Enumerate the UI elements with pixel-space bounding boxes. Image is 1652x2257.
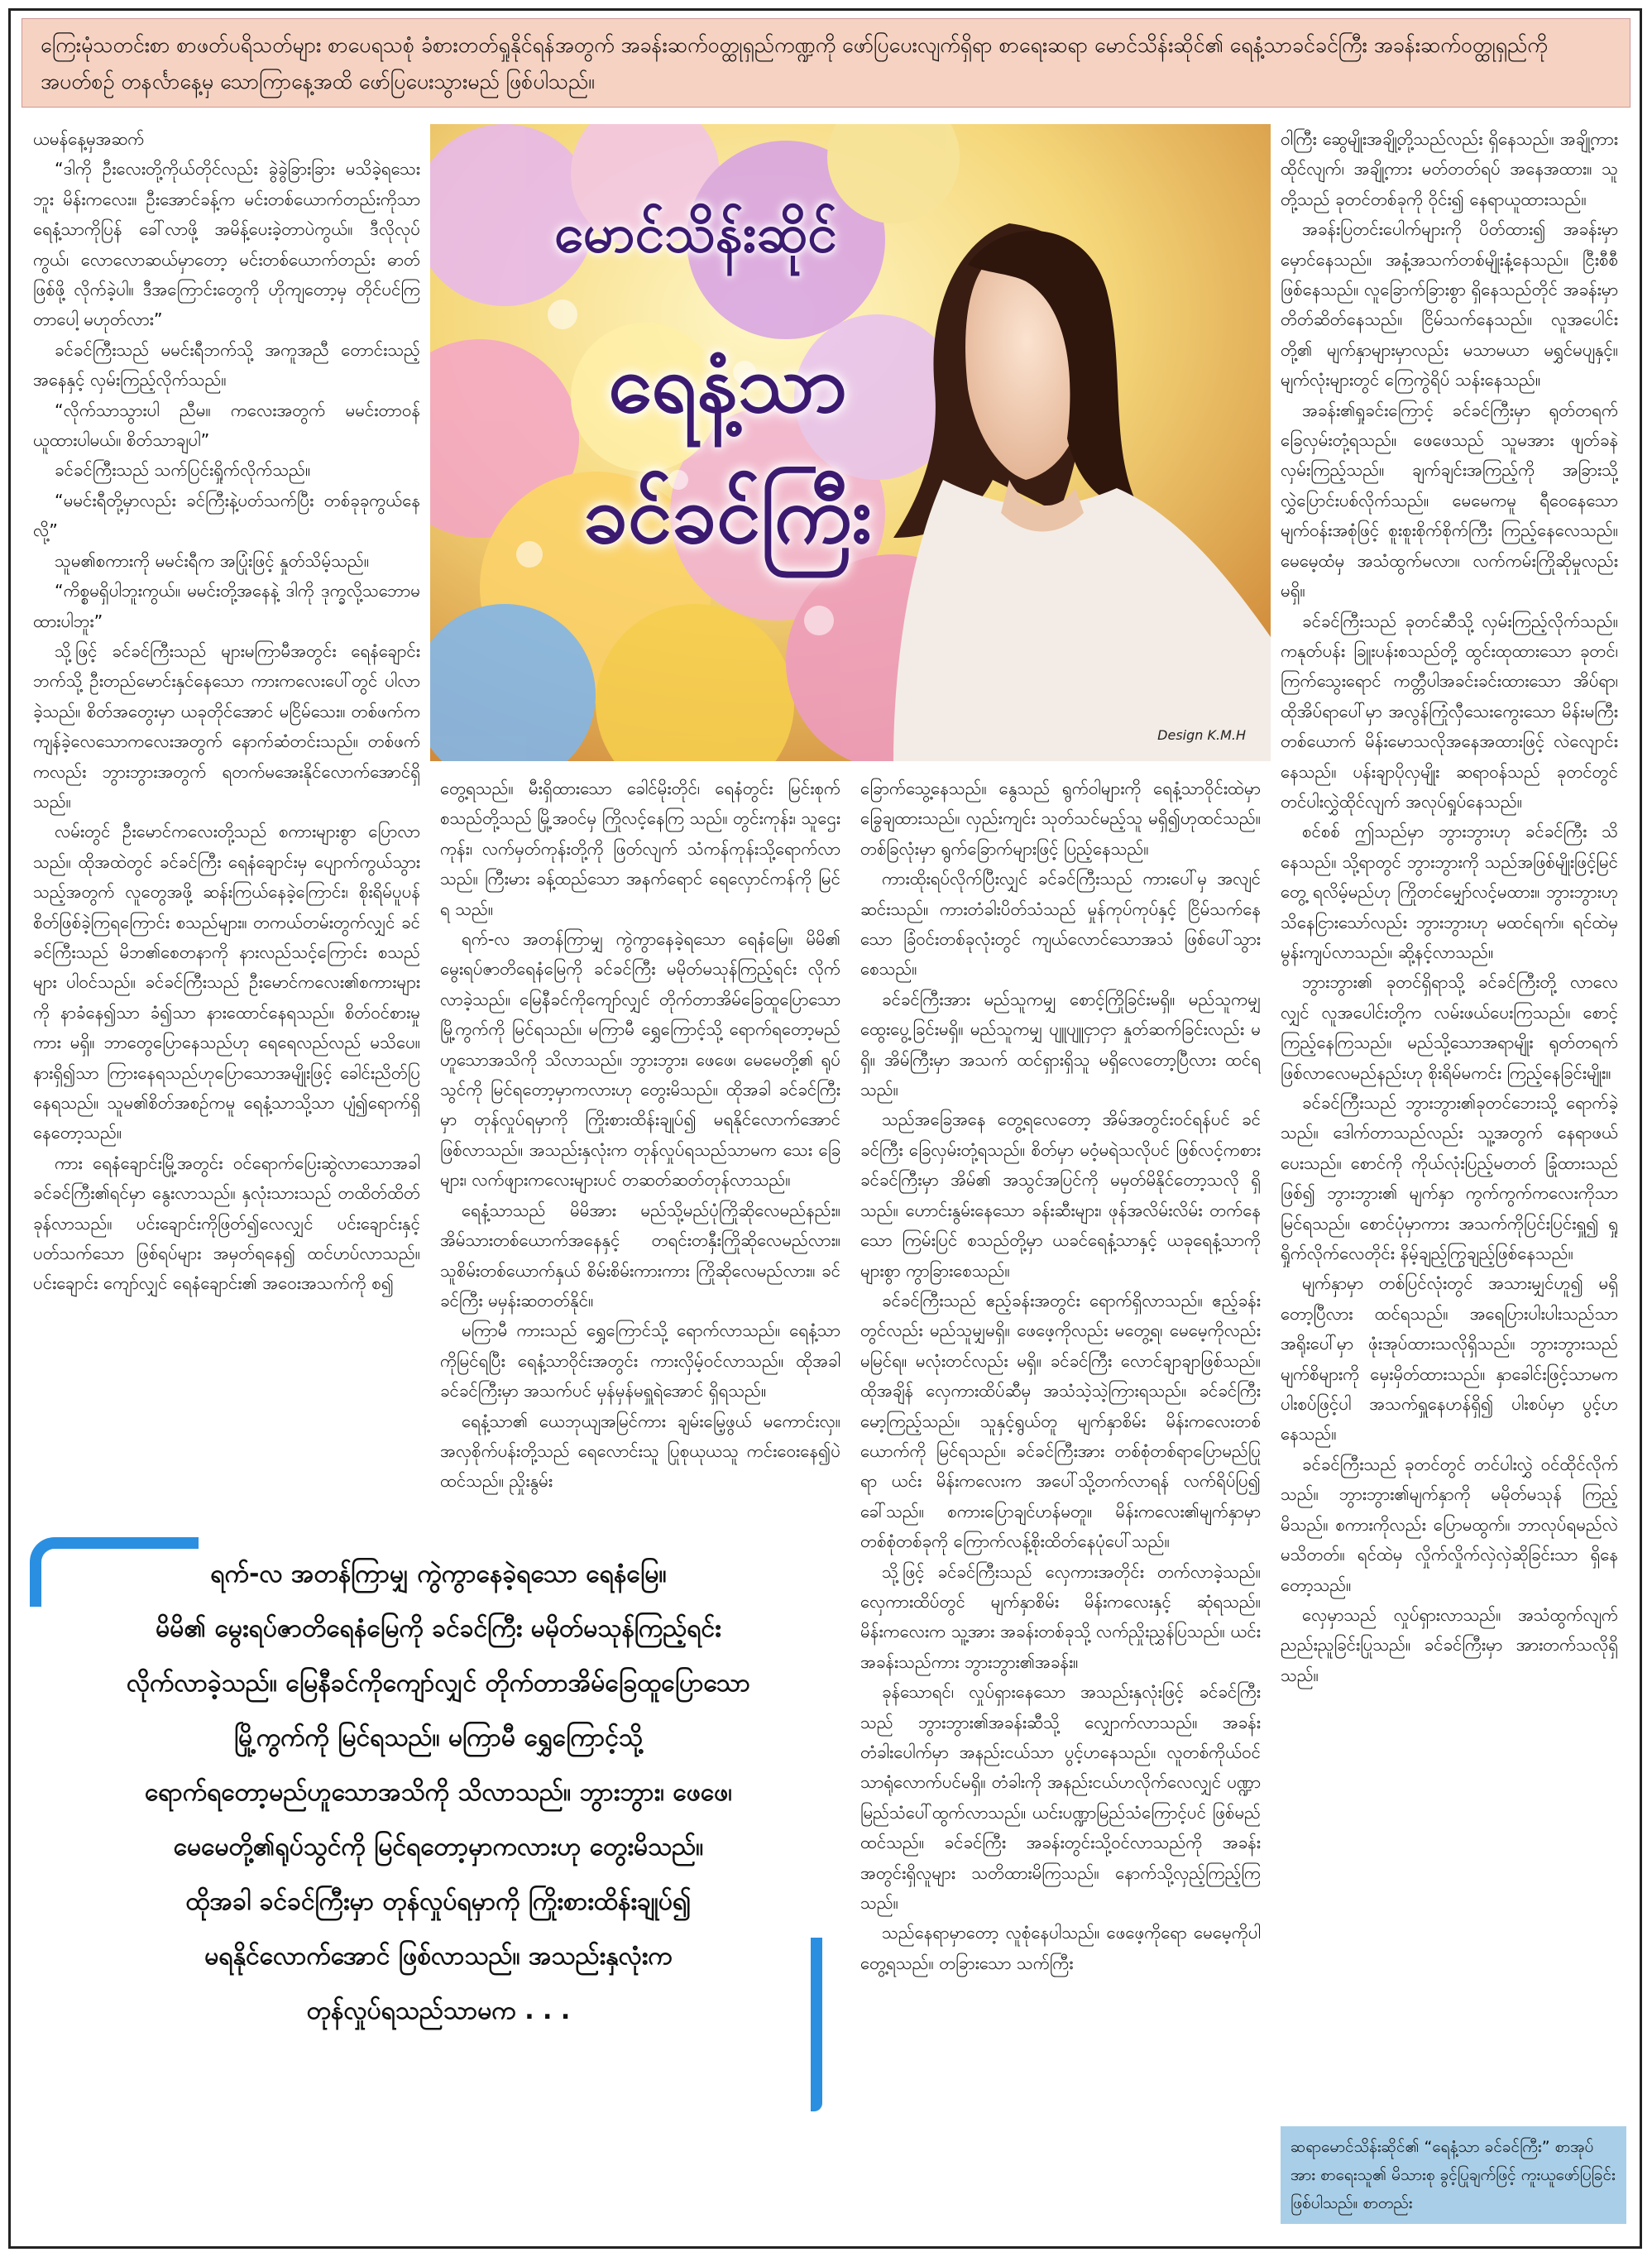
paragraph: သည်နေရာမှာတော့ လူစုံနေပါသည်။ ဖေဖေ့ကိုရော မေမေ့ကိုပါ တွေ့ရသည်။ တခြားသော သက်ကြီး — [860, 1923, 1261, 1973]
paragraph: လှေမှာသည် လှုပ်ရှားလာသည်။ အသံထွက်လျက် ညည်းညူခြင်းပြုသည်။ ခင်ခင်ကြီးမှာ အားတက်သလိုရှိသည်။ — [1281, 1604, 1618, 1685]
paragraph: ခင်ခင်ကြီးသည် သက်ပြင်းရှိုက်လိုက်သည်။ — [55, 460, 311, 481]
paragraph: ခင်ခင်ကြီးသည် ခုတင်တွင် တင်ပါးလွှဲ ဝင်ထိုင်လိုက်သည်။ ဘွားဘွား၏မျက်နှာကို မမိုတ်မသုန် ကြည့်မိသည်။ စကားကိုလည်း ပြောမထွက်။ ဘာလုပ်ရမည်လဲ မသိတတ်။ ရင်ထဲမှ လှိုက်လှိုက်လှဲလှဲဆိုခြင်းသာ ရှိနေတော့သည်။ — [1281, 1454, 1618, 1595]
paragraph: စင်စစ် ဤသည်မှာ ဘွားဘွားဟု ခင်ခင်ကြီး သိနေသည်။ သို့ရာတွင် ဘွားဘွားကို သည်အဖြစ်မျိုးဖြင့်မြင်တွေ့ ရလိမ့်မည်ဟု ကြိုတင်မျှော်လင့်မထား။ ဘွားဘွားဟု သိနေငြားသော်လည်း ဘွားဘွားဟု မထင်ရက်။ ရင်ထဲမှ မွန်းကျပ်လာသည်။ ဆို့နင့်လာသည်။ — [1281, 822, 1618, 962]
paragraph: ယမန်နေ့မှအဆက် — [33, 129, 145, 149]
paragraph: ခင်ခင်ကြီးအား မည်သူကမျှ စောင့်ကြိုခြင်းမရှိ။ မည်သူကမျှ ထွေးပွေ့ခြင်းမရှိ။ မည်သူကမျှ ပျူပျူငှာငှာ နှုတ်ဆက်ခြင်းလည်း မရှိ။ အိမ်ကြီးမှာ အသက် ထင်ရှားရှိသူ မရှိလေတော့ပြီလား ထင်ရသည်။ — [860, 989, 1261, 1100]
paragraph: ဝါကြီး ဆွေမျိုးအချို့တို့သည်လည်း ရှိနေသည်။ အချို့ကား ထိုင်လျက်၊ အချို့ကား မတ်တတ်ရပ် အနေအထား။ သူတို့သည် ခုတင်တစ်ခုကို ဝိုင်း၍ နေရာယူထားသည်။ — [1281, 129, 1618, 209]
pullquote-line: မရနိုင်လောက်အောင် ဖြစ်လာသည်။ အသည်းနှလုံးက — [204, 1942, 673, 1971]
text-column-1 — [33, 124, 420, 1531]
paragraph: “ဒါကို ဦးလေးတို့ကိုယ်တိုင်လည်း ခွဲခွဲခြားခြား မသိခဲ့ရသေးဘူး မိန်းကလေး။ ဦးအောင်ခန့်က မင်းတစ်ယောက်တည်းကိုသာ ရေနံ့သာကိုပြန် ခေါ်လာဖို့ အမိန့်ပေးခဲ့တာပဲကွယ်။ ဒီလိုလုပ်ကွယ်၊ လောလောဆယ်မှာတော့ မင်းတစ်ယောက်တည်း ဓာတ်ဖြစ်ဖို့ လိုက်ခဲ့ပါ။ ဒီအကြောင်းတွေကို ဟိုကျတော့မှ တိုင်ပင်ကြတာပေါ့ မဟုတ်လား” — [33, 159, 420, 330]
pullquote-line: ရောက်ရတော့မည်ဟူသောအသိကို သိလာသည်။ ဘွားဘွား၊ ဖေဖေ၊ — [144, 1778, 733, 1807]
paragraph: ရေနံ့သာသည် မိမိအား မည်သို့မည်ပုံကြိုဆိုလေမည်နည်း။ အိမ်သားတစ်ယောက်အနေနှင့် တရင်းတနှီးကြိုဆိုလေမည်လား။ သူစိမ်းတစ်ယောက်နှယ် စိမ်းစိမ်းကားကား ကြိုဆိုလေမည်လား။ ခင်ခင်ကြီး မမှန်းဆတတ်နိုင်။ — [440, 1200, 840, 1311]
paragraph: ဘွားဘွား၏ ခုတင်ရှိရာသို့ ခင်ခင်ကြီးတို့ လာလေလျှင် လူအပေါင်းတို့က လမ်းဖယ်ပေးကြသည်။ စောင့်ကြည့်နေကြသည်။ မည်သို့သောအရာမျိုး ရုတ်တရက် ဖြစ်လာလေမည်နည်းဟု စိုးရိမ်မကင်း ကြည့်နေခြင်းမျိုး။ — [1281, 972, 1618, 1083]
pullquote-line: ထိုအခါ ခင်ခင်ကြီးမှာ တုန်လှုပ်ရမှာကို ကြိုးစားထိန်းချုပ်၍ — [185, 1887, 692, 1916]
paragraph: မကြာမီ ကားသည် ရွှေကြောင်သို့ ရောက်လာသည်။ ရေနံ့သာကိုမြင်ရပြီး ရေနံ့သာဝိုင်းအတွင်း ကားလှိမ့်ဝင်လာသည်။ ထိုအခါ ခင်ခင်ကြီးမှာ အသက်ပင် မှန်မှန်မရှူရဲအောင် ရှိရသည်။ — [440, 1320, 840, 1402]
pullquote-line: လိုက်လာခဲ့သည်။ မြေနီခင်ကိုကျော်လျှင် တိုက်တာအိမ်ခြေထူပြောသော — [126, 1669, 751, 1698]
paragraph: “လိုက်သာသွားပါ ညီမ။ ကလေးအတွက် မမင်းတာဝန်ယူထားပါမယ်။ စိတ်သာချပါ” — [33, 400, 420, 451]
paragraph: သို့ဖြင့် ခင်ခင်ကြီးသည် များမကြာမီအတွင်း ရေနံချောင်းဘက်သို့ ဦးတည်မောင်းနှင်နေသော ကားကလေးပေါ်တွင် ပါလာခဲ့သည်။ စိတ်အတွေးမှာ ယခုတိုင်အောင် မငြိမ်သေး။ တစ်ဖက်က ကျန်ခဲ့လေသောကလေးအတွက် နောက်ဆံတင်းသည်။ တစ်ဖက်ကလည်း ဘွားဘွားအတွက် ရတက်မအေးနိုင်လောက်အောင်ရှိသည်။ — [33, 640, 420, 812]
intro-banner: ကြေးမုံသတင်းစာ စာဖတ်ပရိသတ်များ စာပေရသစုံ ခံစားတတ်ရှုနိုင်ရန်အတွက် အခန်းဆက်ဝတ္ထုရှည်ကဏ္ဍကို ဖော်ပြပေးလျက်ရှိရာ စာရေးဆရာ မောင်သိန်းဆိုင်၏ ရေနံ့သာခင်ခင်ကြီး အခန်းဆက်ဝတ္ထုရှည်ကို အပတ်စဉ် တနင်္လာနေ့မှ သောကြာနေ့အထိ ဖော်ပြပေးသွားမည် ဖြစ်ပါသည်။ — [22, 18, 1630, 108]
paragraph: ခင်ခင်ကြီးသည် ဧည့်ခန်းအတွင်း ရောက်ရှိလာသည်။ ဧည့်ခန်းတွင်လည်း မည်သူမျှမရှိ။ ဖေဖေ့ကိုလည်း မတွေ့ရ၊ မေမေ့ကိုလည်း မမြင်ရ။ မလုံးတင်လည်း မရှိ။ ခင်ခင်ကြီး လောင်ချာချာဖြစ်သည်။ ထိုအချိန် လှေကားထိပ်ဆီမှ အသံသဲ့သဲ့ကြားရသည်။ ခင်ခင်ကြီး မော့ကြည့်သည်။ သူနှင့်ရွယ်တူ မျက်နှာစိမ်း မိန်းကလေးတစ်ယောက်ကို မြင်ရသည်။ ခင်ခင်ကြီးအား တစ်စုံတစ်ရာပြောမည်ပြုရာ ယင်း မိန်းကလေးက အပေါ်သို့တက်လာရန် လက်ရိပ်ပြ၍ ခေါ်သည်။ စကားပြောချင်ဟန်မတူ။ မိန်းကလေး၏မျက်နှာမှာ တစ်စုံတစ်ခုကို ကြောက်လန့်စိုးထိတ်နေပုံပေါ်သည်။ — [860, 1290, 1261, 1552]
paragraph: အခန်း၏ရှုခင်းကြောင့် ခင်ခင်ကြီးမှာ ရုတ်တရက် ခြေလှမ်းတုံ့ရသည်။ ဖေဖေသည် သူမအား ဖျတ်ခနဲ လှမ်းကြည့်သည်။ ချက်ချင်းအကြည့်ကို အခြားသို့ လွှဲပြောင်းပစ်လိုက်သည်။ မေမေကမူ ရီဝေနေသော မျက်ဝန်းအစုံဖြင့် စူးစူးစိုက်စိုက်ကြီး ကြည့်နေလေသည်။ မေမေ့ထံမှ အသံထွက်မလာ။ လက်ကမ်းကြိုဆိုမှုလည်း မရှိ။ — [1281, 400, 1618, 601]
pullquote-line: မေမေတို့၏ရုပ်သွင်ကို မြင်ရတော့မှာကလားဟု တွေးမိသည်။ — [173, 1833, 704, 1862]
paragraph: မျက်နှာမှာ တစ်ပြင်လုံးတွင် အသားမျှင်ဟူ၍ မရှိတော့ပြီလား ထင်ရသည်။ အရေပြားပါးပါးသည်သာ အရိုးပေါ်မှာ ဖုံးအုပ်ထားသလိုရှိသည်။ ဘွားဘွားသည် မျက်စိများကို မှေးမှိတ်ထားသည်။ နှာခေါင်းဖြင့်သာမက ပါးစပ်ဖြင့်ပါ အသက်ရှူနေဟန်ရှိ၍ ပါးစပ်မှာ ပွင့်ဟနေသည်။ — [1281, 1273, 1618, 1445]
text-column-4 — [1281, 124, 1618, 2089]
pullquote-line: တုန်လှုပ်ရသည်သာမက . . . — [306, 1996, 571, 2025]
design-signature: Design K.M.H — [1157, 727, 1246, 743]
paragraph: တွေ့ရသည်။ မီးရှိထားသော ခေါင်မိုးတိုင်၊ ရေနံတွင်း မြင်းစုက်စသည်တို့သည် မြို့အဝင်မှ ကြိုလင့်နေကြ သည်။ တွင်းကုန်း၊ သူဌေးကုန်း၊ လက်မှတ်ကုန်းတို့ကို ဖြတ်လျက် သံကန်ကုန်းသို့ရောက်လာသည်။ ကြီးမား ခန့်ထည်သော အနက်ရောင် ရေလှောင်ကန်ကို မြင်ရ သည်။ — [440, 779, 840, 919]
paragraph: ခင်ခင်ကြီးသည် မမင်းရီဘက်သို့ အကူအညီ တောင်းသည့်အနေနှင့် လှမ်းကြည့်လိုက်သည်။ — [33, 339, 420, 391]
paragraph: ရက်-လ အတန်ကြာမျှ ကွဲကွာနေခဲ့ရသော ရေနံမြေ။ မိမိ၏ မွေးရပ်ဇာတိရေနံမြေကို ခင်ခင်ကြီး မမိုတ်မသုန်ကြည့်ရင်း လိုက်လာခဲ့သည်။ မြေနီခင်ကိုကျော်လျှင် တိုက်တာအိမ်ခြေထူပြောသော မြို့ကွက်ကို မြင်ရသည်။ မကြာမီ ရွှေကြောင့်သို့ ရောက်ရတော့မည်ဟူသောအသိကို သိလာသည်။ ဘွားဘွား၊ ဖေဖေ၊ မေမေတို့၏ ရုပ်သွင်ကို မြင်ရတော့မှာကလားဟု တွေးမိသည်။ ထိုအခါ ခင်ခင်ကြီးမှာ တုန်လှုပ်ရမှာကို ကြိုးစားထိန်းချုပ်၍ မရနိုင်လောက်အောင် ဖြစ်လာသည်။ အသည်းနှလုံးက တုန်လှုပ်ရသည်သာမက သေး ခြေများ၊ လက်ဖျားကလေးများပင် တဆတ်ဆတ်တုန်လာသည်။ — [440, 929, 840, 1191]
paragraph: ခုန်သောရင်၊ လှုပ်ရှားနေသော အသည်းနှလုံးဖြင့် ခင်ခင်ကြီးသည် ဘွားဘွား၏အခန်းဆီသို့ လျှောက်လာသည်။ အခန်းတံခါးပေါက်မှာ အနည်းငယ်သာ ပွင့်ဟနေသည်။ လူတစ်ကိုယ်ဝင်သာရုံလောက်ပင်မရှိ။ တံခါးကို အနည်းငယ်ဟလိုက်လေလျှင် ပဏ္ဍာမြည်သံပေါ်ထွက်လာသည်။ ယင်းပဏ္ဍာမြည်သံကြောင့်ပင် ဖြစ်မည်ထင်သည်။ ခင်ခင်ကြီး အခန်းတွင်းသို့ဝင်လာသည်ကို အခန်းအတွင်းရှိလူများ သတိထားမိကြသည်။ နောက်သို့လှည့်ကြည့်ကြသည်။ — [860, 1682, 1261, 1914]
paragraph: ကား ရေနံချောင်းမြို့အတွင်း ဝင်ရောက်ပြေးဆွဲလာသောအခါ ခင်ခင်ကြီး၏ရင်မှာ နွေးလာသည်။ နှလုံးသားသည် တထိတ်ထိတ်ခုန်လာသည်။ ပင်းချောင်းကိုဖြတ်၍လေလျှင် ပင်းချောင်းနှင့်ပတ်သက်သော ဖြစ်ရပ်များ အမှတ်ရနေ၍ ထင်ဟပ်လာသည်။ ပင်းချောင်း ကျော်လျှင် ရေနံချောင်း၏ အဝေးအသက်ကို စ၍ — [33, 1152, 420, 1294]
text-column-3 — [860, 774, 1261, 2234]
paragraph: သို့ဖြင့် ခင်ခင်ကြီးသည် လှေကားအတိုင်း တက်လာခဲ့သည်။ လှေကားထိပ်တွင် မျက်နှာစိမ်း မိန်းကလေးနှင့် ဆုံရသည်။ မိန်းကလေးက သူ့အား အခန်းတစ်ခုသို့ လက်ညှိုးညွှန်ပြသည်။ ယင်းအခန်းသည်ကား ဘွားဘွား၏အခန်း။ — [860, 1561, 1261, 1672]
paragraph: သည်အခြေအနေ တွေ့ရလေတော့ အိမ်အတွင်းဝင်ရန်ပင် ခင်ခင်ကြီး ခြေလှမ်းတုံ့ရသည်။ စိတ်မှာ မဝံ့မရဲသလိုပင် ဖြစ်လင့်ကစား ခင်ခင်ကြီးမှာ အိမ်၏ အသွင်အပြင်ကို မမှတ်မိနိုင်တော့သလို ရှိသည်။ ဟောင်းနွမ်းနေသော ခန်းဆီးများ၊ ဖုန်အလိမ်းလိမ်း တက်နေသော ကြမ်းပြင် စသည်တို့မှာ ယခင်ရေနံ့သာနှင့် ယခုရေနံ့သာကို များစွာ ကွာခြားစေသည်။ — [860, 1109, 1261, 1281]
paragraph: သူမ၏စကားကို မမင်းရီက အပြုံးဖြင့် နှုတ်သိမ့်သည်။ — [55, 550, 370, 571]
paragraph: လမ်းတွင် ဦးမောင်ကလေးတို့သည် စကားများစွာ ပြောလာသည်။ ထိုအထဲတွင် ခင်ခင်ကြီး ရေနံချောင်းမှ ပျောက်ကွယ်သွားသည့်အတွက် လူတွေအဖို့ ဆန်းကြယ်နေခဲ့ကြောင်း၊ စိုးရိမ်ပူပန်စိတ်ဖြစ်ခဲ့ကြရကြောင်း စသည်များ။ တကယ်တမ်းတွက်လျှင် ခင်ခင်ကြီးသည် မိဘ၏စေတနာကို နားလည်သင့်ကြောင်း စသည်များ ပါဝင်သည်။ ခင်ခင်ကြီးသည် ဦးမောင်ကလေး၏စကားများကို နာခံနေ၍သာ ခံ၍သာ နားထောင်နေရသည်။ စိတ်ဝင်စားမှုကား မရှိ။ ဘာတွေပြောနေသည်ဟု ရေရေလည်လည် မသိပေ။ နားရှိ၍သာ ကြားနေရသည်ဟုပြောသောအမျိုးဖြင့် ခေါင်းညိတ်ပြနေရသည်။ သူမ၏စိတ်အစဉ်ကမူ ရေနံ့သာသို့သာ ပျံ၍ရောက်ရှိနေတော့သည်။ — [33, 822, 420, 1143]
pullquote — [50, 1547, 827, 2118]
paragraph: “မမင်းရီတို့မှာလည်း ခင်ကြီးနဲ့ပတ်သက်ပြီး တစ်ခုခုကွယ်နေလို့” — [33, 490, 420, 541]
paragraph: “ကိစ္စမရှိပါဘူးကွယ်။ မမင်းတို့အနေနဲ့ ဒါကို ဒုက္ခလို့သဘောမထားပါဘူး” — [33, 581, 420, 631]
paragraph: ကားထိုးရပ်လိုက်ပြီးလျှင် ခင်ခင်ကြီးသည် ကားပေါ်မှ အလျင်ဆင်းသည်။ ကားတံခါးပိတ်သံသည် မှုန်ကုပ်ကုပ်နှင့် ငြိမ်သက်နေသော ခြံဝင်းတစ်ခုလုံးတွင် ကျယ်လောင်သောအသံ ဖြစ်ပေါ်သွားစေသည်။ — [860, 869, 1261, 980]
paragraph: ခြောက်သွေ့နေသည်။ နွေသည် ရွက်ဝါများကို ရေနံ့သာဝိုင်းထဲမှာ ခြွေချထားသည်။ လှည်းကျင်း သုတ်သင်မည့်သူ မရှိ၍ဟုထင်သည်။ တစ်ခြလုံးမှာ ရွက်ခြောက်များဖြင့် ပြည့်နေသည်။ — [860, 779, 1261, 859]
pullquote-line: ရက်-လ အတန်ကြာမျှ ကွဲကွာနေခဲ့ရသော ရေနံမြေ။ — [210, 1560, 667, 1589]
story-title-line2: ခင်ခင်ကြီး — [583, 468, 872, 561]
author-title: မောင်သိန်းဆိုင် — [554, 204, 837, 265]
title-illustration — [430, 124, 1271, 761]
pullquote-line: မိမိ၏ မွေးရပ်ဇာတိရေနံမြေကို ခင်ခင်ကြီး မမိုတ်မသုန်ကြည့်ရင်း — [156, 1614, 721, 1643]
credit-box: ဆရာမောင်သိန်းဆိုင်၏ “ရေနံ့သာ ခင်ခင်ကြီး” စာအုပ်အား စာရေးသူ၏ မိသားစု ခွင့်ပြုချက်ဖြင့် ကူးယူဖော်ပြခြင်းဖြစ်ပါသည်။ စာတည်း — [1281, 2126, 1626, 2224]
paragraph: ရေနံ့သာ၏ ယေဘုယျအမြင်ကား ချမ်းမြေ့ဖွယ် မကောင်းလှ။ အလှစိုက်ပန်းတို့သည် ရေလောင်းသူ ပြုစုယုယသူ ကင်းဝေးနေ၍ပဲ ထင်သည်။ ညှိုးနွမ်း — [440, 1411, 840, 1492]
paragraph: ခင်ခင်ကြီးသည် ဘွားဘွား၏ခုတင်ဘေးသို့ ရောက်ခဲ့သည်။ ဒေါက်တာသည်လည်း သူ့အတွက် နေရာဖယ် ပေးသည်။ စောင်ကို ကိုယ်လုံးပြည့်မတတ် ခြုံထားသည်ဖြစ်၍ ဘွားဘွား၏ မျက်နှာ ကွက်ကွက်ကလေးကိုသာ မြင်ရသည်။ စောင်ပုံမှာကား အသက်ကိုပြင်းပြင်းရှူ၍ ရှုရှိုက်လိုက်လေတိုင်း နိမ့်ချည့်ကြွချည့်ဖြစ်နေသည်။ — [1281, 1093, 1618, 1264]
paragraph: ခင်ခင်ကြီးသည် ခုတင်ဆီသို့ လှမ်းကြည့်လိုက်သည်။ ကနုတ်ပန်း ခြူးပန်းစသည်တို့ ထွင်းထုထားသော ခုတင်၊ ကြက်သွေးရောင် ကတ္တီပါအခင်းခင်းထားသော အိပ်ရာ၊ ထိုအိပ်ရာပေါ်မှာ အလွန်ကြုံလှီသေးကွေးသော မိန်းမကြီးတစ်ယောက် မိန်းမောသလိုအနေအထားဖြင့် လဲလျောင်းနေသည်။ ပန်းချာပိုလှမျိုး ဆရာဝန်သည် ခုတင်တွင် တင်ပါးလွှဲထိုင်လျက် အလုပ်ရှုပ်နေသည်။ — [1281, 611, 1618, 812]
paragraph: အခန်းပြတင်းပေါက်များကို ပိတ်ထား၍ အခန်းမှာ မှောင်နေသည်။ အနံ့အသက်တစ်မျိုးနံ့နေသည်။ ငြီးစီစီ ဖြစ်နေသည်။ လူခြောက်ခြားစွာ ရှိနေသည်တိုင် အခန်းမှာ တိတ်ဆိတ်နေသည်။ ငြိမ်သက်နေသည်။ လူအပေါင်းတို့၏ မျက်နှာများမှာလည်း မသာမယာ မရွှင်မပျနှင့်။ မျက်လုံးများတွင် ကြေကွဲရိပ် သန်းနေသည်။ — [1281, 219, 1618, 391]
story-title-line1: ရေနံ့သာ — [608, 338, 848, 430]
pullquote-line: မြို့ကွက်ကို မြင်ရသည်။ မကြာမီ ရွှေကြောင့်သို့ — [234, 1723, 643, 1752]
